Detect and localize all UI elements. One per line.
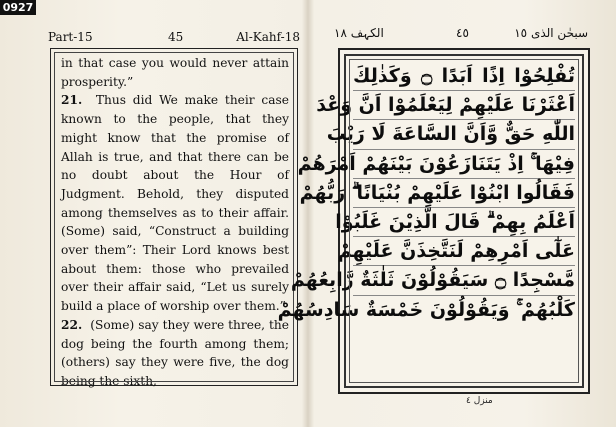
scan-id-label: 0927	[0, 0, 36, 15]
translation-text	[61, 54, 289, 391]
arabic-line: تُفْلِحُوْا اِذًا اَبَدًا ۝ وَكَذٰلِكَ	[353, 62, 575, 91]
paragraph-text: Thus did We make their case known to the people, that they might know that the promise of Allah is true, and that there can be no doubt about the Hour of Judgment. Behold, they disputed among themselves as to their affair. (Some) said, “Construct a building over them”: Their Lord knows best about them: those who prevailed over their affair said, “Let us surely build a place of worship over them.”	[61, 93, 289, 314]
page-number-arabic: ٤٥	[456, 26, 469, 40]
page-number: 45	[168, 30, 184, 44]
arabic-line: كَلْبُهُمْ ۚ وَيَقُوْلُوْنَ خَمْسَةٌ سَادِسُهُمْ	[277, 298, 575, 321]
paragraph-text: (Some) say they were three, the dog being the fourth among them; (others) say they were five, the dog being the sixth, -	[61, 317, 289, 388]
arabic-line: فَقَالُوا ابْنُوْا عَلَيْهِمْ بُنْيَانًا ۗ رَبُّهُمْ	[353, 179, 575, 208]
paragraph-text: in that case you would never attain prosperity.”	[61, 56, 289, 89]
arabic-line: اَعْلَمُ بِهِمْ ۗ قَالَ الَّذِيْنَ غَلَبُوْا	[353, 208, 575, 237]
right-page-frame	[277, 48, 590, 394]
part-label: Part-15	[48, 30, 93, 44]
arabic-line: مَّسْجِدًا ۝ سَيَقُوْلُوْنَ ثَلٰثَةٌ رَّابِعُهُمْ	[353, 266, 575, 295]
left-page-frame	[50, 48, 298, 386]
surah-label-arabic: الکہف ١٨	[334, 26, 384, 40]
paragraph	[61, 316, 289, 391]
left-page-header	[48, 30, 300, 48]
manzil-footer: منزل ٤	[466, 396, 493, 406]
arabic-line: عَلٰٓى اَمْرِهِمْ لَنَتَّخِذَنَّ عَلَيْهِمْ	[353, 237, 575, 266]
right-page-header	[334, 26, 588, 46]
arabic-line: اللّٰهِ حَقٌّ وَّاَنَّ السَّاعَةَ لَا رَيْبَ	[353, 120, 575, 149]
arabic-line: اَعْثَرْنَا عَلَيْهِمْ لِيَعْلَمُوْا اَنَّ وَعْدَ	[353, 91, 575, 120]
verse-number: 22.	[61, 317, 83, 332]
arabic-line: فِيْهَا ۚ اِذْ يَتَنَازَعُوْنَ بَيْنَهُمْ اَمْرَهُمْ	[353, 150, 575, 179]
arabic-text	[277, 62, 575, 325]
para-label-arabic: سبحٰن الذی ١٥	[514, 26, 588, 40]
surah-label: Al-Kahf-18	[236, 30, 300, 44]
paragraph	[61, 91, 289, 315]
paragraph	[61, 54, 289, 91]
verse-number: 21.	[61, 93, 83, 108]
